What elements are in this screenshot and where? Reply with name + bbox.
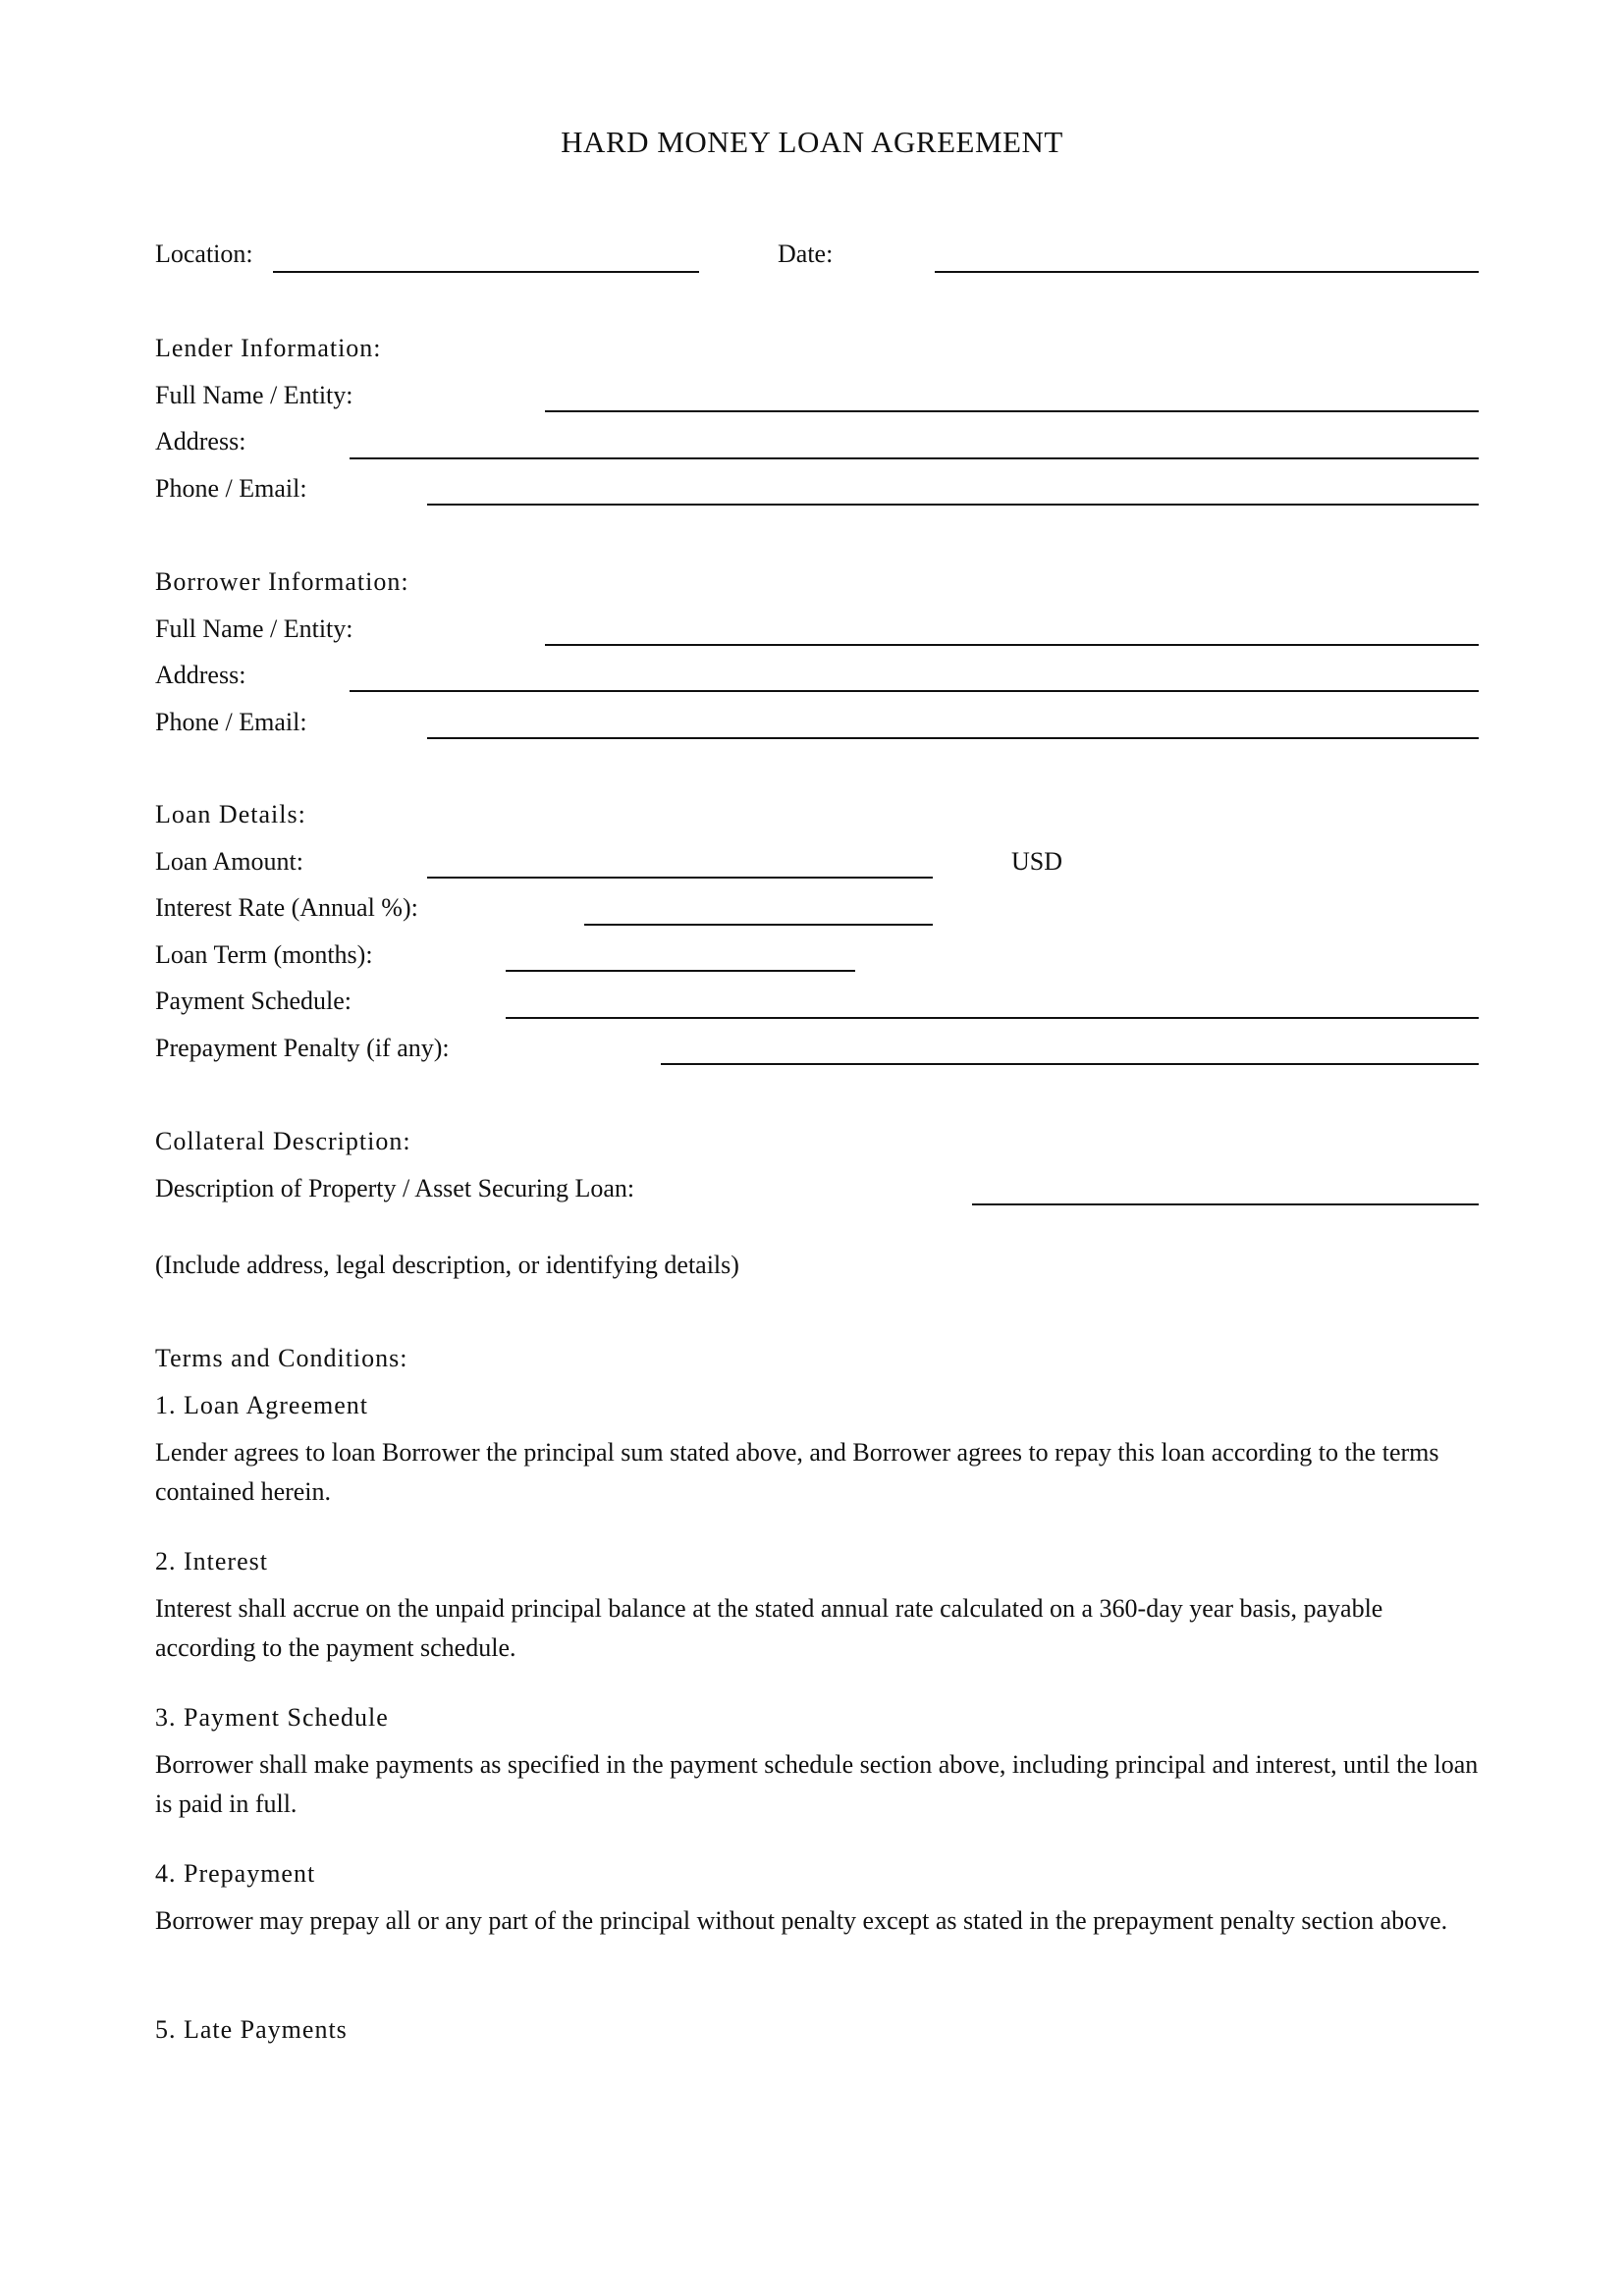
loan-heading: Loan Details: — [155, 800, 306, 828]
interest-rate-label: Interest Rate (Annual %): — [155, 893, 418, 922]
lender-address-label: Address: — [155, 427, 246, 455]
loan-term-label: Loan Term (months): — [155, 940, 373, 969]
term-section-title: 2. Interest — [155, 1547, 268, 1575]
loan-amount-label: Loan Amount: — [155, 847, 303, 876]
payment-schedule-field[interactable] — [506, 1017, 1479, 1019]
payment-schedule-label: Payment Schedule: — [155, 987, 352, 1015]
prepayment-penalty-label: Prepayment Penalty (if any): — [155, 1034, 450, 1062]
term-section-body: Interest shall accrue on the unpaid principal balance at the stated annual rate calculated on a 360-day year basis, payable according to the payment schedule. — [155, 1594, 1383, 1662]
document-title: HARD MONEY LOAN AGREEMENT — [561, 125, 1063, 159]
term-section-body: Borrower may prepay all or any part of the principal without penalty except as stated in the prepayment penalty section above. — [155, 1906, 1448, 1935]
lender-heading: Lender Information: — [155, 334, 382, 362]
location-label: Location: — [155, 240, 253, 268]
term-section-body: Lender agrees to loan Borrower the principal sum stated above, and Borrower agrees to repay this loan according to the terms contained herein. — [155, 1438, 1439, 1506]
borrower-heading: Borrower Information: — [155, 567, 409, 596]
lender-name-label: Full Name / Entity: — [155, 381, 353, 409]
term-section-title: 3. Payment Schedule — [155, 1703, 389, 1732]
borrower-name-label: Full Name / Entity: — [155, 614, 353, 643]
terms-heading: Terms and Conditions: — [155, 1344, 408, 1372]
interest-rate-field[interactable] — [584, 924, 933, 926]
loan-term-field[interactable] — [506, 970, 855, 972]
date-label: Date: — [778, 240, 834, 268]
collateral-property-field[interactable] — [972, 1203, 1479, 1205]
collateral-heading: Collateral Description: — [155, 1127, 411, 1155]
lender-name-field[interactable] — [545, 410, 1479, 412]
borrower-address-field[interactable] — [350, 690, 1479, 692]
term-section-title: 4. Prepayment — [155, 1859, 316, 1888]
borrower-contact-label: Phone / Email: — [155, 708, 307, 736]
borrower-contact-field[interactable] — [427, 737, 1479, 739]
term-section-title: 5. Late Payments — [155, 2015, 348, 2044]
collateral-note: (Include address, legal description, or identifying details) — [155, 1251, 739, 1279]
prepayment-penalty-field[interactable] — [661, 1063, 1479, 1065]
term-section-body: Borrower shall make payments as specified in the payment schedule section above, including principal and interest, until the loan is paid in full. — [155, 1750, 1479, 1818]
lender-contact-field[interactable] — [427, 504, 1479, 506]
lender-contact-label: Phone / Email: — [155, 474, 307, 503]
borrower-address-label: Address: — [155, 661, 246, 689]
borrower-name-field[interactable] — [545, 644, 1479, 646]
loan-amount-field[interactable] — [427, 877, 933, 879]
currency-label: USD — [1011, 847, 1063, 876]
date-field[interactable] — [935, 271, 1479, 273]
term-section-title: 1. Loan Agreement — [155, 1391, 368, 1419]
lender-address-field[interactable] — [350, 457, 1479, 459]
collateral-property-label: Description of Property / Asset Securing Loan: — [155, 1174, 635, 1202]
location-field[interactable] — [273, 271, 699, 273]
